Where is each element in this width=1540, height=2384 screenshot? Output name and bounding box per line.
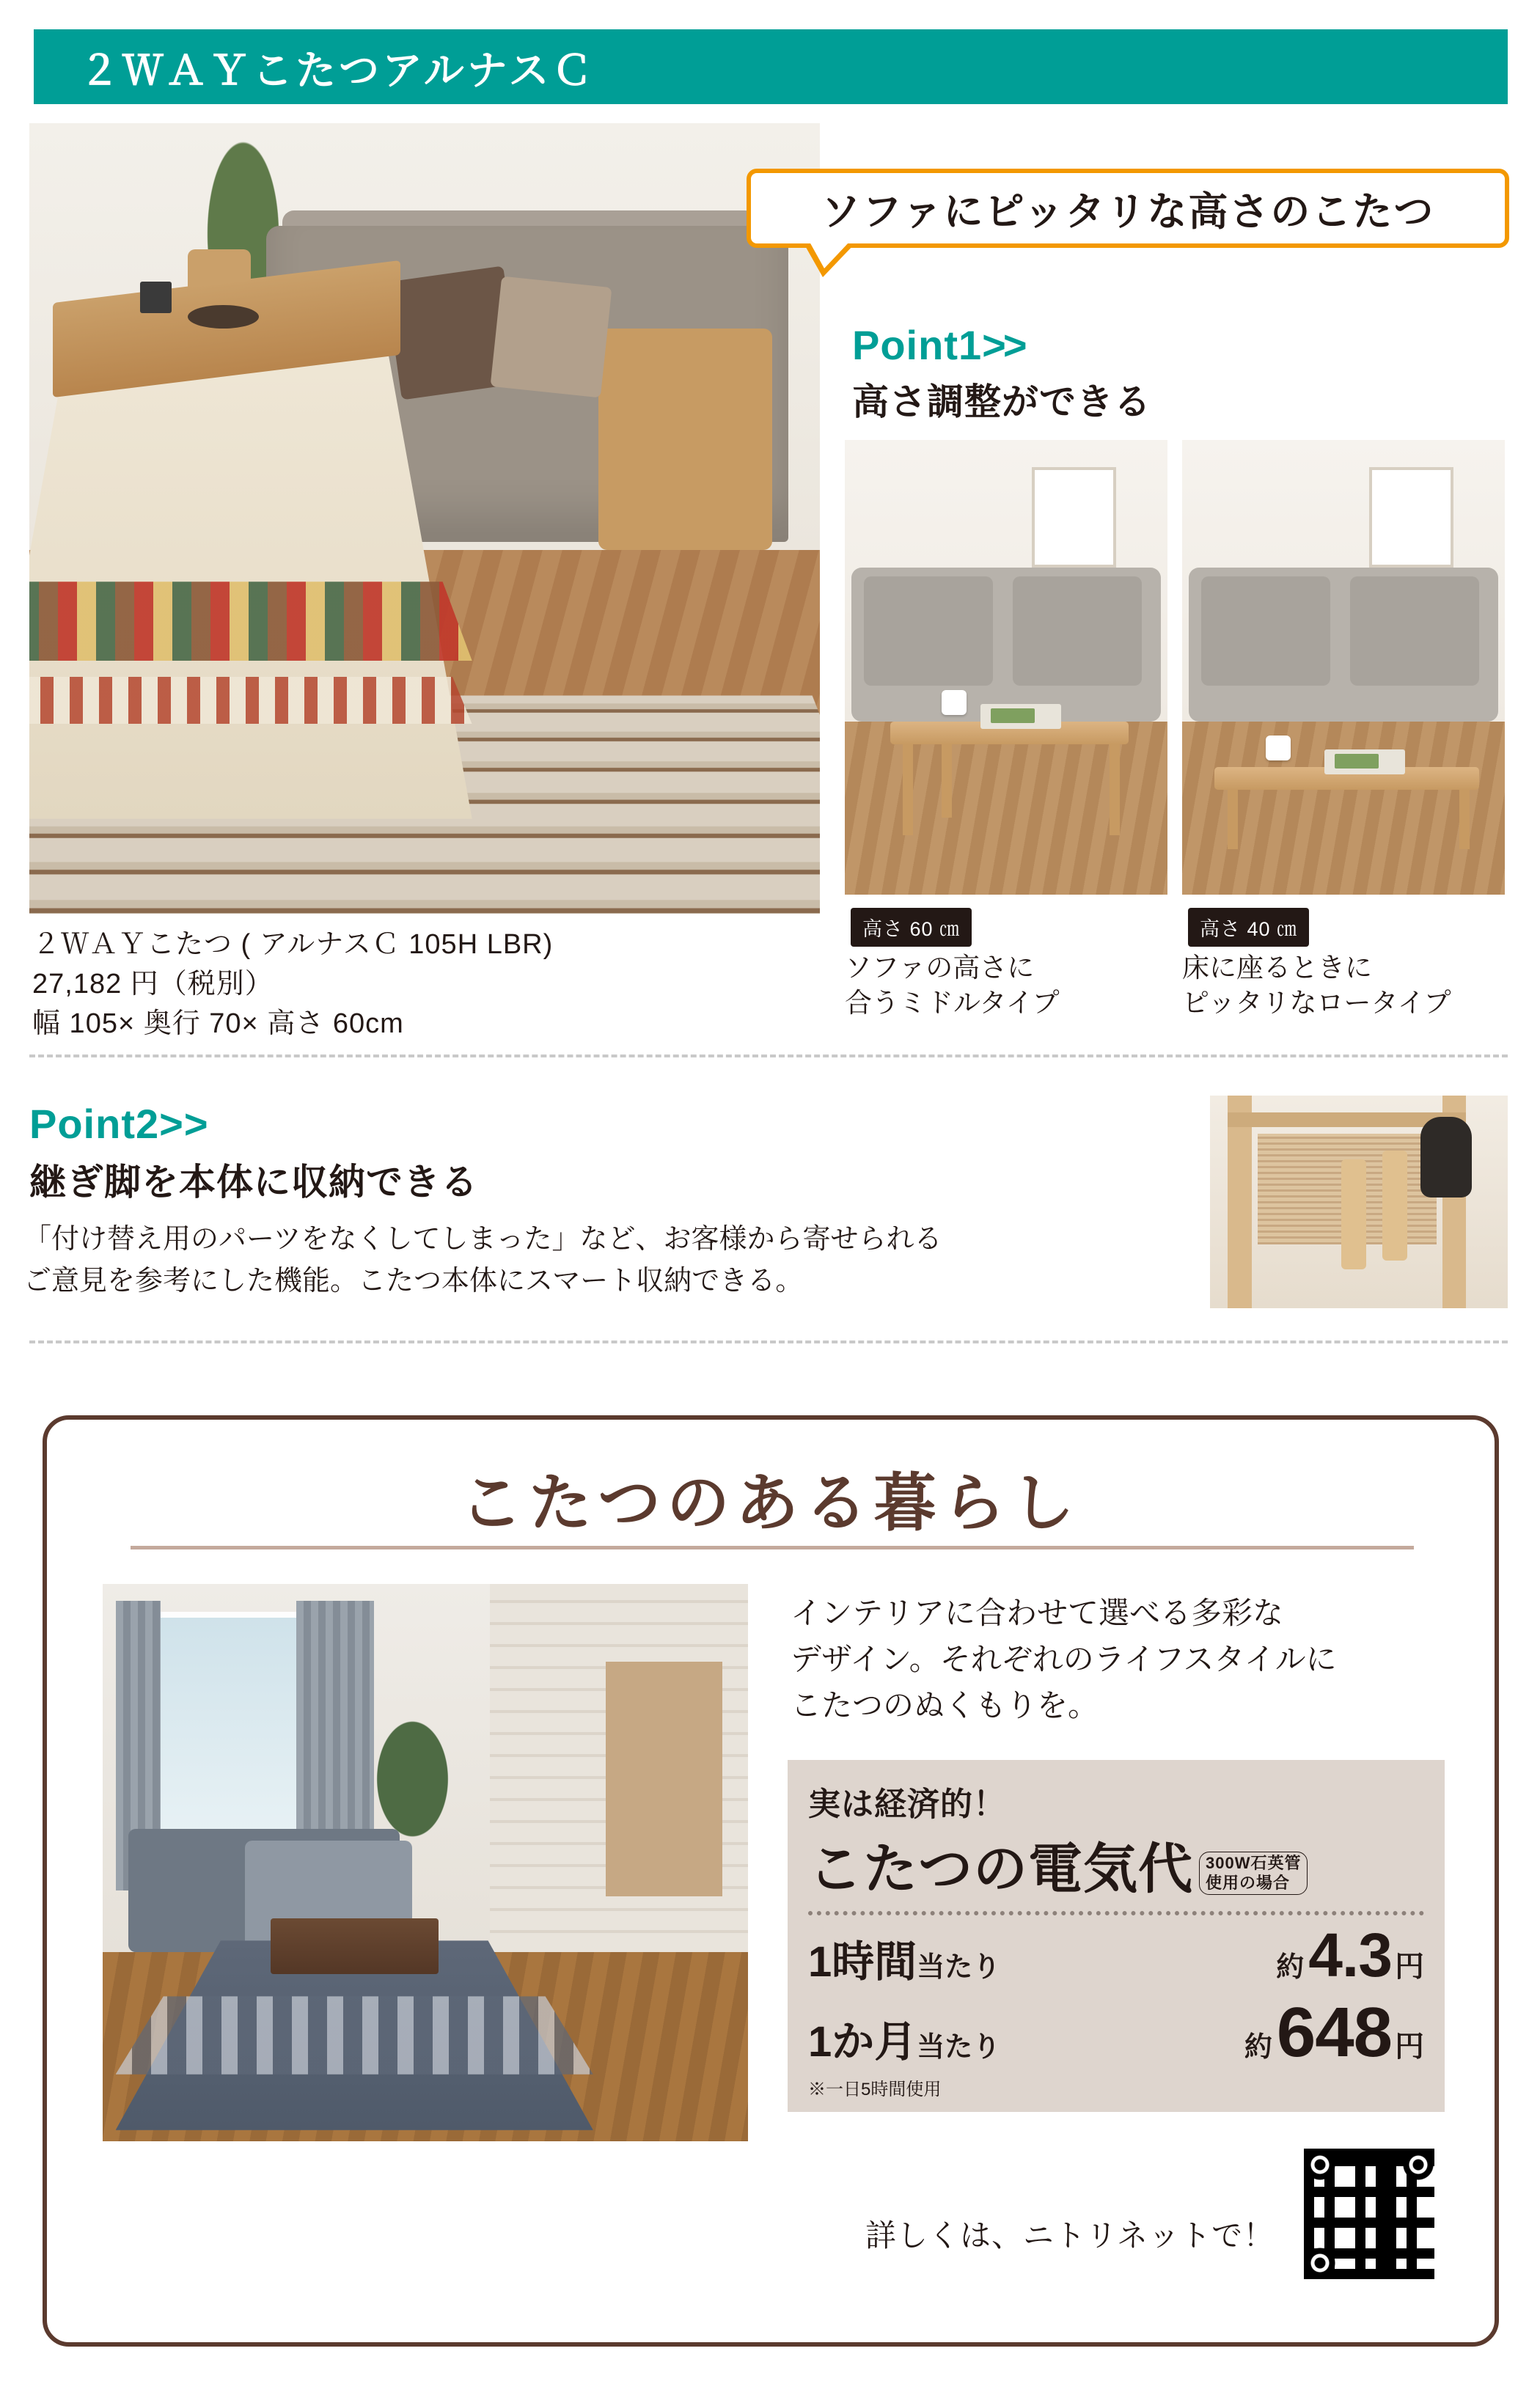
window-icon <box>142 1612 309 1863</box>
life-description-l2: デザイン。それぞれのライフスタイルに <box>791 1642 1337 1676</box>
p1r-leg-1 <box>1228 790 1238 849</box>
point2-body-l2: ご意見を参考にした機能。こたつ本体にスマート収納できる。 <box>23 1266 804 1296</box>
p1l-cushion-2 <box>1013 576 1142 686</box>
p1l-leg-3 <box>942 744 952 817</box>
speech-bubble-text: ソファにピッタリな高さのこたつ <box>821 189 1435 234</box>
hero-sofa-arm-right <box>598 329 772 550</box>
cost-note <box>1199 1852 1308 1895</box>
cost-dotted-rule <box>808 1911 1424 1915</box>
life-description-l1: インテリアに合わせて選べる多彩な <box>791 1596 1284 1630</box>
p1r-cushion-2 <box>1350 576 1479 686</box>
nitori-net-link-text: 詳しくは、ニトリネットで！ <box>865 2218 1275 2253</box>
point2-body-l1: 「付け替え用のパーツをなくしてしまった」など、お客様から寄せられる <box>23 1224 942 1255</box>
hero-caption <box>32 925 810 1044</box>
cost-monthly-yen: 円 <box>1395 2031 1424 2063</box>
p1l-leg-1 <box>903 744 913 835</box>
cost-monthly-per: 当たり <box>917 2032 1001 2063</box>
divider-bottom <box>29 1340 1508 1343</box>
product-price: 27,182 円（税別） <box>32 968 274 1000</box>
point1-arrows: >> <box>982 322 1024 368</box>
cost-monthly-unit: 1か月 <box>808 2018 917 2066</box>
point1-photo-low-type <box>1182 440 1505 895</box>
book-icon <box>980 704 1061 729</box>
book-icon <box>1324 749 1405 774</box>
cost-note-l1: 300W石英管 <box>1206 1854 1302 1873</box>
height-tag-60: 高さ 60 ㎝ <box>851 908 972 947</box>
point2-body <box>23 1219 1197 1302</box>
hero-futon-pattern-band <box>29 582 472 661</box>
mug-icon <box>1266 736 1291 760</box>
tray-icon <box>188 305 259 329</box>
point2-label <box>29 1100 209 1148</box>
point1-subtitle: 高さ調整ができる <box>852 381 1151 422</box>
electricity-cost-box <box>788 1760 1445 2112</box>
point1-label <box>852 321 1024 369</box>
cost-row-monthly <box>808 1992 1424 2073</box>
mug-icon <box>942 690 967 715</box>
cost-monthly-approx: 約 <box>1244 2032 1272 2063</box>
cost-hourly-value: 4.3 <box>1308 1921 1392 1989</box>
lp-futon-pattern <box>116 1996 593 2074</box>
point2-label-text: Point2 <box>29 1101 160 1147</box>
speech-bubble <box>747 169 1509 248</box>
life-description <box>791 1590 1451 1728</box>
cost-title-row <box>808 1826 1424 1904</box>
point2-subtitle: 継ぎ脚を本体に収納できる <box>29 1162 478 1203</box>
point2-arrows: >> <box>159 1101 209 1147</box>
cost-hourly-yen: 円 <box>1395 1951 1424 1983</box>
page-title: ２ＷＡＹこたつアルナスＣ <box>79 47 595 93</box>
cost-hourly-approx: 約 <box>1276 1952 1305 1983</box>
cost-hourly-per: 当たり <box>917 1952 1001 1983</box>
cost-title: こたつの電気代 <box>808 1838 1193 1899</box>
point1-caption-low-l2: ピッタリなロータイプ <box>1182 988 1451 1019</box>
p2-spare-leg-1 <box>1341 1159 1366 1269</box>
cost-monthly-value: 648 <box>1276 1993 1392 2072</box>
lp-kotatsu-top <box>271 1918 439 1974</box>
qr-finder-inner <box>1304 2149 1434 2279</box>
point1-caption-middle <box>845 950 1167 1021</box>
p1r-leg-2 <box>1459 790 1470 849</box>
picture-frame-icon <box>1369 467 1453 567</box>
cost-footnote: ※一日5時間使用 <box>808 2080 942 2099</box>
p1r-cushion-1 <box>1201 576 1330 686</box>
cost-note-l2: 使用の場合 <box>1206 1873 1291 1892</box>
point1-photo-middle-type <box>845 440 1167 895</box>
hand-icon <box>1420 1117 1472 1197</box>
life-description-l3: こたつのぬくもりを。 <box>791 1688 1099 1723</box>
point1-label-text: Point1 <box>852 322 983 368</box>
product-dimensions: 幅 105× 奥行 70× 高さ 60cm <box>32 1008 404 1039</box>
point1-caption-low-l1: 床に座るときに <box>1182 953 1372 983</box>
point1-caption-middle-l1: ソファの高さに <box>845 953 1035 983</box>
p1l-cushion-1 <box>864 576 993 686</box>
life-room-photo <box>103 1584 748 2141</box>
divider-top <box>29 1055 1508 1057</box>
point1-caption-low <box>1182 950 1519 1021</box>
p2-spare-leg-2 <box>1382 1151 1407 1261</box>
cup-icon <box>140 282 172 313</box>
header-bar <box>34 29 1508 104</box>
hero-product-photo <box>29 123 820 914</box>
product-name: ２ＷＡＹこたつ ( アルナスＣ 105H LBR) <box>32 929 554 960</box>
qr-code[interactable] <box>1304 2149 1434 2279</box>
hero-futon-pattern-band-2 <box>29 677 472 725</box>
hero-cushion-2 <box>491 276 612 397</box>
life-section-title: こたつのある暮らし <box>460 1468 1080 1538</box>
p2-frame-left <box>1228 1096 1251 1308</box>
cost-row-hourly <box>808 1920 1424 1991</box>
height-tag-40: 高さ 40 ㎝ <box>1188 908 1309 947</box>
cost-hourly-unit: 1時間 <box>808 1938 917 1986</box>
life-section-rule <box>131 1546 1414 1549</box>
p1l-leg-2 <box>1110 744 1120 835</box>
point2-photo-leg-storage <box>1210 1096 1508 1308</box>
cost-headline: 実は経済的！ <box>808 1786 1006 1822</box>
shelf-icon <box>606 1662 722 1896</box>
point1-caption-middle-l2: 合うミドルタイプ <box>845 988 1060 1019</box>
picture-frame-icon <box>1032 467 1115 567</box>
